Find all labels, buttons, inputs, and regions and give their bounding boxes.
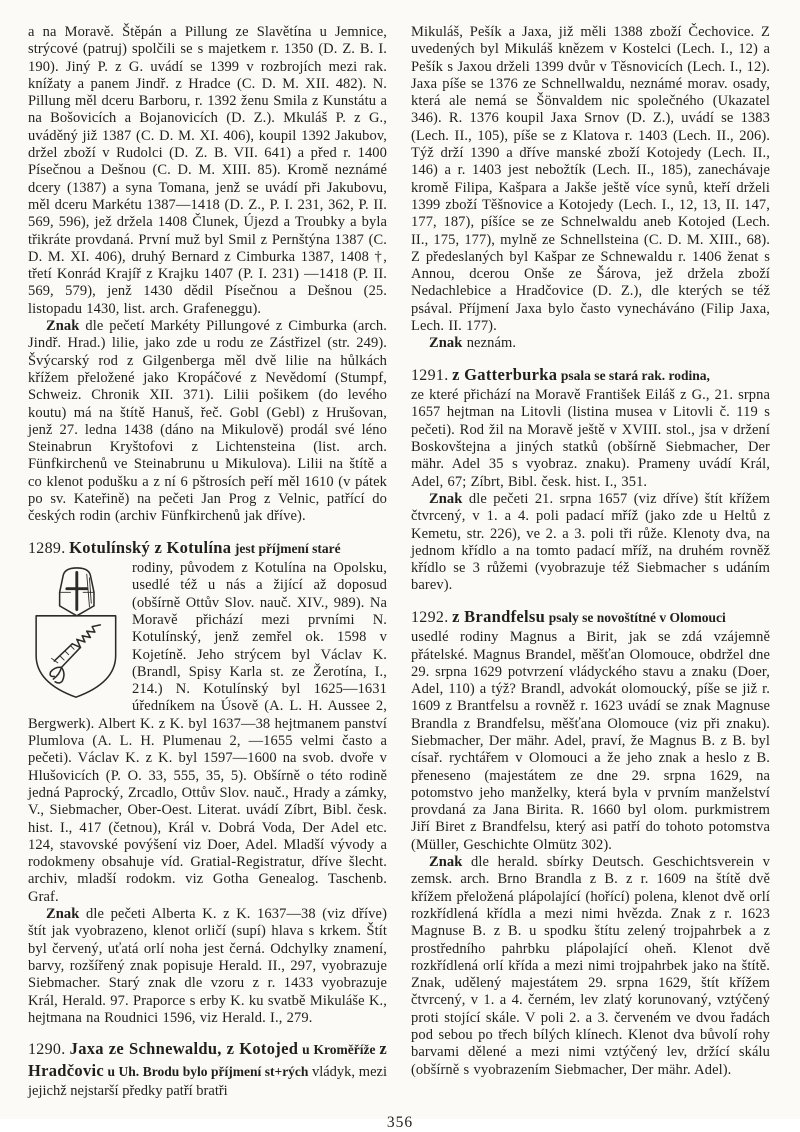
- paragraph-pillung-continuation: a na Moravě. Štěpán a Pillung ze Slavětína u Jemnice, strýcové (patruj) spolčili se s majetkem r. 1350 (D. Z. B. I. 190). Jiný P. z G. uvádí se 1399 v rozbrojích mezi rak. knížaty a panem Jindř. z Hradce (C. D. M. XII. 482). N. Pillung měl dceru Barboru, r. 1392 ženu Smila z Kunstátu a na Bošovicích a Bojanovicích (D. Z.). Mkuláš P. z G., uváděný již 1387 (C. D. M. XI. 406), koupil 1392 Jakubov, držel zboží v Rudolci (D. Z. B. VII. 641) a před r. 1400 Písečnou a Dešnou (C. D. M. XIII. 85). Kromě neznámé dcery (1387) a syna Tomana, jenž se uvádí při Jakubovu, měl dceru Markétu 1387—1418 (D. Z., P. I. 231, 362, P. II. 569, 596), jež držela 1408 Člunek, Újezd a Troubky a byla třikráte provdaná. První muž byl Smil z Pernštýna 1387 (C. D. M. XI. 406), druhý Bernard z Cimburka 1387, 1408 †, třetí Konrád Krajíř z Krajku 1407 (P. I. 231) —1418 (P. II. 569, 579), jenž 1430 dědil Písečnou a Dešnou (25. listopadu 1430, list. arch. Grafeneggu).: [28, 24, 387, 317]
- znak-label: Znak: [429, 854, 463, 871]
- entry-1291-body: ze které přichází na Moravě František Eiláš z G., 21. srpna 1657 hejtman na Litovli (listina musea v Litovli č. 119 s pečeti). Rod žil na Moravě ještě v XVIII. stol., jsa v držení Boskovštejna a jiných statků (obšírně Siebmacher, Der mähr. Adel 35 s vyobraz. znaku). Prameny uvádí Král, Adel, 67; Zíbrt, Bibl. česk. hist. I., 351.: [411, 387, 770, 490]
- entry-number: 1291.: [411, 366, 449, 384]
- entry-title: z Brandfelsu: [452, 606, 546, 626]
- paragraph-znak-kotulinsky: [28, 906, 387, 1027]
- entry-1289-heading: [28, 538, 387, 560]
- entry-title-hradcovic: z Hradčovic: [28, 1039, 387, 1080]
- left-column: [28, 24, 387, 1102]
- entry-heading-tail: jest příjmení staré: [234, 540, 341, 556]
- entry-1292-heading: [411, 607, 770, 629]
- helmet-and-shield-illustration-icon: [28, 563, 122, 703]
- znak-text: dle pečeti 21. srpna 1657 (viz dříve) štít křížem čtvrcený, v 1. a 4. poli padací mříž (jako zde u Heltů z Kemetu, str. 226), ve 2. a 3. poli tři růže. Klenoty dva, na jednom křídlo a na tomto padací mříž, na druhém rovněž křídlo se 3 růžemi (vyobrazuje též Siebmacher s udáním barev).: [411, 490, 770, 594]
- entry-number: 1290.: [28, 1041, 66, 1059]
- znak-label: Znak: [429, 490, 463, 507]
- paragraph-znak-brandfelsu: [411, 854, 770, 1079]
- entry-1292: [411, 607, 770, 854]
- entry-body-text: rodiny, původem z Kotulína na Opolsku, usedlé též u nás a žijící až doposud (obšírně Ottův Slov. nauč. XIV., 989). Na Moravě přichází mezi prvními N. Kotulínský, jenž zemřel ok. 1598 v Kojetíně. Jeho strýcem byl Václav K. (Brandl, Spisy Karla st. ze Žerotína, I., 214.) N. Kotulínský byl 1625—1631 úředníkem na Úsově (A. L. H. Aussee 2, Bergwerk). Albert K. z K. byl 1637—38 hejtmanem panství Plumlova (A. L. H. Plumenau 2, —1655 velmi často a pečeti). Václav K. z K. byl 1597—1600 na svob. dvoře v Hlušovicích (P. O. 33, 555, 35, 5). Obšírně o této rodině jedná Paprocký, Zrcadlo, Ottův Slov. nauč., Hrady a zámky, V., Siebmacher, Ober-Oest. Literat. uvádí Zíbrt, Bibl. česk. hist. I., 417 (četnou), Král v. Dobrá Voda, Der Adel etc. 124, stavovské povýšení viz Doer, Adel. Mladší vývody a rodokmeny obsahuje víd. Gratial-Registratur, dříve šlecht. archiv, mladší rodokm. viz Gotha Genealog. Taschenb. Graf.: [28, 560, 387, 905]
- znak-text: dle herald. sbírky Deutsch. Geschichtsverein v zemsk. arch. Brno Brandla z B. z r. 1609 na štítě dvě křížem přeložená plápolající (hořící) polena, klenot dvě orlí rozkřídlená křídla a mezi nimi hvězda. Znak z r. 1623 Magnuse B. z B. u spodku štítu zelený trojpahrbek a z prostředního pahrbku plápolající oheň. Klenot dvě rozkřídlená orlí křída a mezi nimi trojpahrbek jako na štítě. Znak, udělený majestátem 29. srpna 1629, štít křížem čtvrcený, v 1. a 4. černém, lev zlatý korunovaný, vztýčený proti stojící skále. V poli 2. a 3. červeném ve dvou řadách pod sebou po třech bílých klínech. Klenot dva bůvolí rohy barvami dělené a mezi nimi vztýčený lev, držící skálu (obšírně s vyobrazením Siebmacher, Der mähr. Adel).: [411, 854, 770, 1078]
- znak-text: neznám.: [466, 335, 517, 352]
- entry-heading-tail-bold: u Uh. Brodu bylo příjmení st+rých: [104, 1063, 312, 1079]
- entry-title: Kotulínský z Kotulína: [69, 537, 232, 557]
- entry-heading-mid: u Kroměříže: [298, 1042, 380, 1058]
- entry-1292-body: usedlé rodiny Magnus a Birit, jak se zdá vzájemně přátelské. Magnus Brandel, měšťan Olomouce, obdržel dne 29. srpna 1629 potvrzení vládyckého stavu a znaku (Doer, Adel, 110) a týž? Brandl, advokát olomoucký, píše se již r. 1609 z Brantfelsu a rovněž r. 1623 uvádí se znak Magnuse Brandla z Brandfelsu, měšťana Olomouce (viz při znaku). Siebmacher, Der mähr. Adel, praví, že Magnus B. z B. byl císař. rychtářem v Olomouci a že jeho znak a heslo z B. přeneseno (majestátem ze dne 29. srpna 1629, na potomstvo jeho manželky, která byla v prvním manželství provdaná za Jana Birita. R. 1660 byl olom. purkmistrem Jiří Biret z Brandfelsu, který asi patří do tohoto potomstva (Müller, Geschichte Olmütz 302).: [411, 629, 770, 853]
- entry-heading-tail: psaly se novoštítné v Olomouci: [548, 609, 726, 625]
- paragraph-jaxa-continuation: Mikuláš, Pešík a Jaxa, již měli 1388 zboží Čechovice. Z uvedených byl Mikuláš knězem v Kostelci (Lech. I., 12) a Pešík s Jaxou drželi 1399 dvůr v Těsnovicích (Lech. I., 12). Jaxa píše se 1376 ze Schnellwaldu, neznámé morav. osady, která ale nemá se Šönvaldem nic společného (Ukazatel 346). R. 1376 koupil Jaxa Srnov (D. Z.), uvádí se 1383 (Lech. II., 105), píše se z Klatova r. 1403 (Lech. II., 206). Týž drží 1390 a dříve manské zboží Kotojedy (Lech. II., 146) a r. 1403 jest nebožtík (Lech. II., 185), zanechávaje kromě Filipa, Kašpara a Jakše ještě více synů, kteří drželi 1399 zboží Těšnovice a Kotojedy (Lech. I., 12, 13, II. 147, 177, 187), píšíce se ze Schnelwaldu aneb Kotojed (Lech. II., 175, 177), mylně ze Schnellsteina (C. D. M. XIII., 68). Z předeslaných byl Kašpar ze Schnewaldu r. 1406 ženat s Annou, dcerou Onše ze Šárova, jež držela zboží Nedachlebice a Hradčovice (D. Z.), dle kterých se též psával. Příjmení Jaxa bylo často vynecháváno (Filip Jaxa, Lech. II. 177).: [411, 24, 770, 335]
- entry-number: 1289.: [28, 539, 66, 557]
- entry-1291: [411, 365, 770, 491]
- entry-1289: [28, 538, 387, 906]
- znak-label: Znak: [429, 335, 463, 352]
- znak-label: Znak: [46, 906, 80, 923]
- znak-text: dle pečeti Alberta K. z K. 1637—38 (viz dříve) štít jak vyobrazeno, klenot orličí (supí) hlava s krkem. Štít byl červený, uťatá orlí noha jest černá. Odchylky znamení, barvy, rozšířený znak popisuje Herald. II., 297, vyobrazuje Siebmacher. Starý znak dle vzoru z r. 1433 vyobrazuje Král, Herald. 97. Praporce s erby K. ku svatbě Mikuláše K., hejtmana na Roudnici 1596, viz Herald. I., 279.: [28, 906, 387, 1026]
- entry-title-jaxa: Jaxa ze Schnewaldu, z Kotojed: [69, 1039, 299, 1059]
- entry-1291-heading: [411, 365, 770, 387]
- entry-1289-body: [28, 560, 387, 906]
- right-column: [411, 24, 770, 1102]
- entry-1290-heading: [28, 1039, 387, 1102]
- entry-heading-tail: psala se stará rak. rodina,: [560, 367, 710, 383]
- entry-heading-tail-rest: vládyk, mezi jejichž nejstarší předky patří bratři: [28, 1063, 387, 1100]
- entry-title: z Gatterburka: [452, 364, 558, 384]
- entry-number: 1292.: [411, 608, 449, 626]
- paragraph-znak-pillung: [28, 318, 387, 526]
- page-number: 356: [386, 1113, 414, 1131]
- paragraph-znak-gatterburka: [411, 491, 770, 595]
- znak-text: dle pečetí Markéty Pillungové z Cimburka (arch. Jindř. Hrad.) lilie, jako zde u rodu ze Zástřizel (str. 249). Švýcarský rod z Gilgenberga měl dvě lilie na hůlkách křížem přeložené jako Kropáčové z Nevědomí (Stumpf, Schweiz. Chronik XII. 371). Lilii pošikem (do levého koutu) má na štítě Hanuš, řeč. Gobl (Gebl) z Hrušovan, jenž 27. ledna 1438 (dáno na Mikulově) prodál své léno Steinabrun Kryštofovi z Lichtensteina (list. arch. Fünfkirchenů ve Steinabrunu u Mikulova). Lilii na štítě a co klenot podušku a z ní 6 pštrosích peří měl 1610 (v pátek po sv. Kateřině) na pečeti Jan Prog z Velnic, patřící do českých rodin (archiv Fünfkirchenů jak dříve).: [28, 318, 387, 525]
- znak-label: Znak: [46, 318, 80, 335]
- paragraph-znak-jaxa: [411, 335, 770, 352]
- coat-of-arms-figure: [28, 563, 122, 703]
- entry-1290: [28, 1039, 387, 1102]
